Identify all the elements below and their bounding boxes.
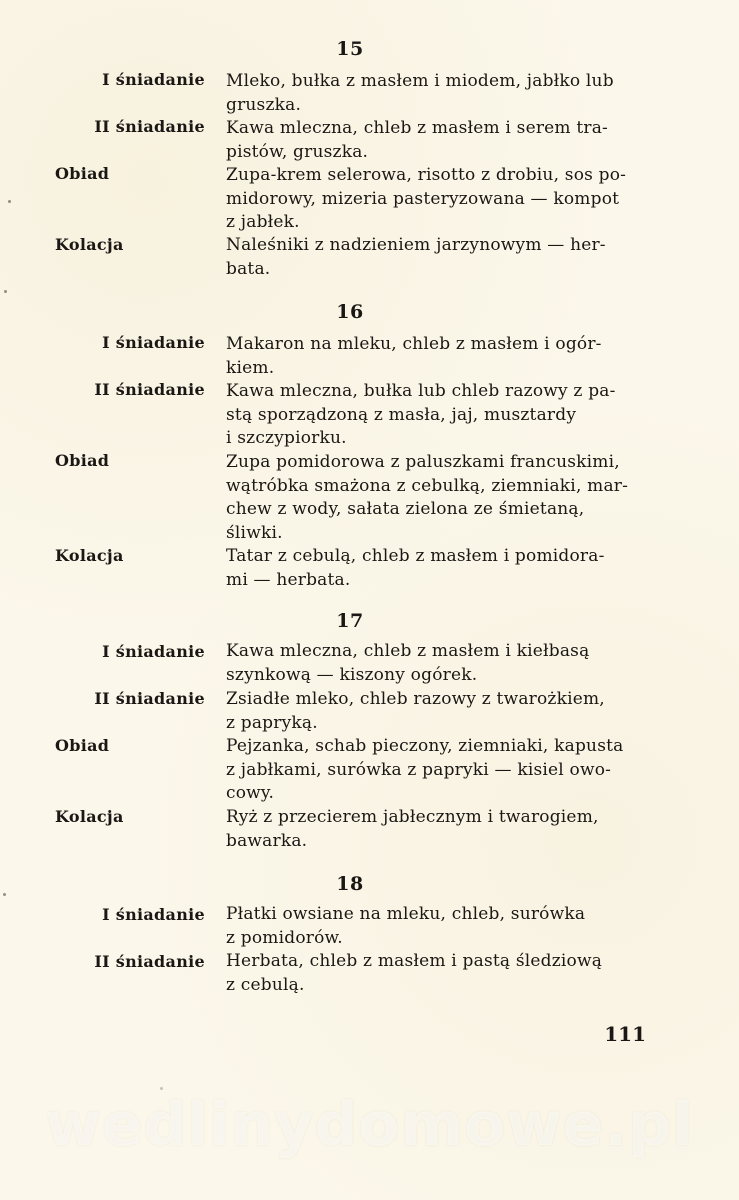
meal-line: cowy.: [226, 783, 275, 803]
meal-label-breakfast: I śniadanie: [102, 905, 205, 924]
day-number-15: 15: [336, 38, 364, 60]
meal-line: Zupa pomidorowa z paluszkami francuskimi,: [226, 452, 620, 472]
paper-speck: [3, 893, 6, 896]
meal-label-second-breakfast: II śniadanie: [94, 117, 205, 136]
meal-label-dinner: Obiad: [55, 164, 110, 183]
meal-line: wątróbka smażona z cebulką, ziemniaki, mar-: [226, 475, 629, 496]
paper-speck: [160, 1087, 163, 1090]
meal-text: [226, 333, 648, 380]
meal-text: [226, 117, 648, 164]
meal-text: [226, 903, 648, 950]
meal-label-breakfast: I śniadanie: [102, 70, 205, 89]
meal-text: [226, 164, 648, 235]
meal-line: śliwki.: [226, 522, 283, 543]
meal-line: Płatki owsiane na mleku, chleb, surówka: [226, 904, 586, 924]
meal-line: Kawa mleczna, bułka lub chleb razowy z pa-: [226, 381, 616, 401]
meal-text: [226, 545, 648, 592]
meal-line: Kawa mleczna, chleb z masłem i kiełbasą: [226, 641, 590, 661]
meal-text: [226, 950, 648, 997]
meal-line: Zupa-krem selerowa, risotto z drobiu, sos po-: [226, 165, 627, 185]
meal-line: z jabłek.: [226, 212, 300, 232]
watermark: wedlinydomowe.pl: [45, 1090, 694, 1160]
meal-text: [226, 806, 648, 853]
meal-line: mi — herbata.: [226, 569, 351, 590]
meal-line: Mleko, bułka z masłem i miodem, jabłko lub: [226, 71, 614, 91]
meal-text: [226, 735, 648, 806]
meal-line: chew z wody, sałata zielona ze śmietaną,: [226, 499, 585, 519]
meal-label-breakfast: I śniadanie: [102, 642, 205, 661]
paper-speck: [8, 200, 11, 203]
meal-line: z jabłkami, surówka z papryki — kisiel owo-: [226, 759, 612, 780]
meal-label-second-breakfast: II śniadanie: [94, 380, 205, 399]
meal-line: Ryż z przecierem jabłecznym i twarogiem,: [226, 807, 599, 827]
meal-label-dinner: Obiad: [55, 451, 110, 470]
meal-line: Pejzanka, schab pieczony, ziemniaki, kapusta: [226, 736, 624, 756]
paper-speck: [4, 290, 7, 293]
meal-label-supper: Kolacja: [55, 546, 124, 565]
meal-label-dinner: Obiad: [55, 736, 110, 755]
meal-line: gruszka.: [226, 94, 302, 115]
meal-line: Herbata, chleb z masłem i pastą śledziową: [226, 951, 603, 971]
meal-text: [226, 640, 648, 687]
meal-label-supper: Kolacja: [55, 807, 124, 826]
page-number: 111: [604, 1022, 646, 1046]
meal-text: [226, 234, 648, 281]
meal-label-second-breakfast: II śniadanie: [94, 689, 205, 708]
meal-line: z cebulą.: [226, 974, 305, 995]
meal-line: z papryką.: [226, 712, 318, 733]
meal-line: kiem.: [226, 357, 275, 378]
meal-line: Kawa mleczna, chleb z masłem i serem tra-: [226, 118, 608, 138]
meal-line: stą sporządzoną z masła, jaj, musztardy: [226, 404, 577, 425]
day-number-17: 17: [336, 610, 364, 632]
meal-line: Naleśniki z nadzieniem jarzynowym — her-: [226, 235, 606, 255]
meal-label-supper: Kolacja: [55, 235, 124, 254]
meal-line: Zsiadłe mleko, chleb razowy z twarożkiem,: [226, 689, 605, 709]
meal-line: z pomidorów.: [226, 927, 343, 948]
day-number-16: 16: [336, 301, 364, 323]
meal-label-breakfast: I śniadanie: [102, 333, 205, 352]
meal-text: [226, 380, 648, 451]
meal-line: szynkową — kiszony ogórek.: [226, 664, 478, 685]
meal-line: bawarka.: [226, 830, 308, 851]
meal-label-second-breakfast: II śniadanie: [94, 952, 205, 971]
day-number-18: 18: [336, 873, 364, 895]
meal-line: midorowy, mizeria pasteryzowana — kompot: [226, 188, 620, 209]
meal-line: i szczypiorku.: [226, 428, 347, 448]
meal-text: [226, 688, 648, 735]
meal-text: [226, 70, 648, 117]
meal-text: [226, 451, 648, 545]
meal-line: bata.: [226, 258, 271, 279]
meal-line: Makaron na mleku, chleb z masłem i ogór-: [226, 334, 602, 354]
meal-line: Tatar z cebulą, chleb z masłem i pomidora-: [226, 546, 605, 566]
meal-line: pistów, gruszka.: [226, 141, 369, 162]
